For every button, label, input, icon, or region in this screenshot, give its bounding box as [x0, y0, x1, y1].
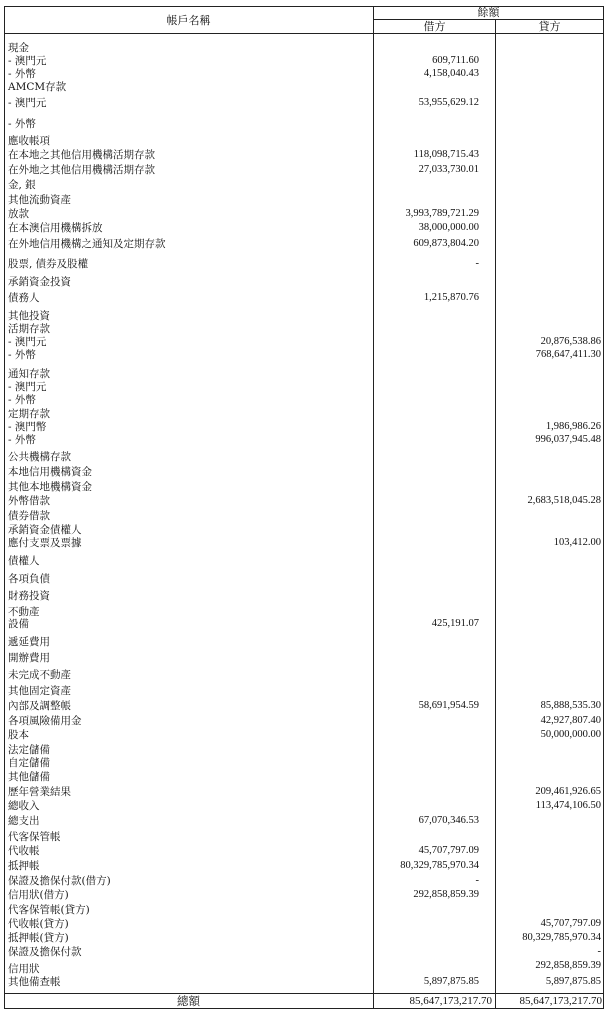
debit-value: 80,329,785,970.34 — [400, 860, 479, 871]
account-label: 通知存款 — [8, 368, 50, 380]
account-label: 抵押帳(貸方) — [8, 932, 69, 944]
rule-bottom — [4, 1008, 604, 1009]
account-label: 保證及擔保付款 — [8, 946, 82, 958]
account-label: 債務人 — [8, 292, 40, 304]
account-label: 股票, 債券及股權 — [8, 258, 89, 270]
account-label: 本地信用機構資金 — [8, 466, 92, 478]
account-label: 各項負債 — [8, 573, 50, 585]
account-label: - 外幣 — [8, 118, 36, 130]
account-label: 其他投資 — [8, 310, 50, 322]
account-label: 總收入 — [8, 800, 40, 812]
debit-value: - — [475, 875, 479, 886]
ledger-table — [4, 6, 604, 1009]
account-label: 公共機構存款 — [8, 451, 71, 463]
credit-value: 209,461,926.65 — [535, 786, 601, 797]
account-label: 未完成不動產 — [8, 669, 71, 681]
account-label: 信用狀 — [8, 963, 40, 975]
credit-value: 5,897,875.85 — [545, 976, 601, 987]
total-label: 總額 — [177, 994, 200, 1008]
debit-value: 67,070,346.53 — [418, 815, 479, 826]
account-label: 代收帳(貸方) — [8, 918, 69, 930]
account-label: - 外幣 — [8, 434, 36, 446]
total-credit: 85,647,173,217.70 — [519, 995, 602, 1007]
account-label: 承銷資金債權人 — [8, 524, 82, 536]
account-label: 各項風險備用金 — [8, 715, 82, 727]
debit-value: 425,191.07 — [431, 618, 479, 629]
rule-right — [603, 6, 604, 1009]
credit-value: 996,037,945.48 — [535, 434, 601, 445]
credit-value: 103,412.00 — [553, 537, 601, 548]
account-label: - 外幣 — [8, 394, 36, 406]
account-label: 在本地之其他信用機構活期存款 — [8, 149, 155, 161]
credit-value: 2,683,518,045.28 — [527, 495, 601, 506]
account-label: 不動產 — [8, 606, 40, 618]
rule-debit-col — [495, 19, 496, 1009]
credit-value: 1,986,986.26 — [545, 421, 601, 432]
credit-value: 768,647,411.30 — [535, 349, 601, 360]
account-label: - 外幣 — [8, 68, 36, 80]
account-label: - 澳門元 — [8, 97, 47, 109]
account-label: 代收帳 — [8, 845, 40, 857]
account-label: 法定儲備 — [8, 744, 50, 756]
account-label: 其他儲備 — [8, 771, 50, 783]
debit-value: - — [475, 258, 479, 269]
account-label: 其他本地機構資金 — [8, 481, 92, 493]
debit-value: 3,993,789,721.29 — [405, 208, 479, 219]
account-label: 其他流動資產 — [8, 194, 71, 206]
account-label: - 澳門元 — [8, 381, 47, 393]
rule-balance-split — [373, 19, 604, 20]
account-label: 保證及擔保付款(借方) — [8, 875, 111, 887]
credit-value: 20,876,538.86 — [540, 336, 601, 347]
debit-value: 45,707,797.09 — [418, 845, 479, 856]
debit-value: 1,215,870.76 — [423, 292, 479, 303]
debit-value: 53,955,629.12 — [418, 97, 479, 108]
balance-header: 餘額 — [477, 6, 500, 19]
account-label: 設備 — [8, 618, 29, 630]
account-label: 現金 — [8, 42, 29, 54]
account-name-header: 帳戶名稱 — [166, 14, 211, 27]
credit-value: 45,707,797.09 — [540, 918, 601, 929]
account-label: 內部及調整帳 — [8, 700, 71, 712]
account-label: 遞延費用 — [8, 636, 50, 648]
rule-header-bottom — [4, 33, 604, 34]
account-label: 放款 — [8, 208, 29, 220]
account-label: 應收帳項 — [8, 135, 50, 147]
credit-value: 292,858,859.39 — [535, 960, 601, 971]
credit-value: 80,329,785,970.34 — [522, 932, 601, 943]
account-label: 承銷資金投資 — [8, 276, 71, 288]
account-label: 歷年營業結果 — [8, 786, 71, 798]
debit-value: 609,873,804.20 — [413, 238, 479, 249]
credit-value: - — [597, 946, 601, 957]
account-label: - 澳門幣 — [8, 421, 47, 433]
account-label: 外幣借款 — [8, 495, 50, 507]
account-label: - 澳門元 — [8, 336, 47, 348]
debit-value: 58,691,954.59 — [418, 700, 479, 711]
credit-value: 85,888,535.30 — [540, 700, 601, 711]
account-label: 代客保管帳(貸方) — [8, 904, 90, 916]
total-debit: 85,647,173,217.70 — [409, 995, 492, 1007]
account-label: AMCM存款 — [8, 81, 67, 93]
debit-value: 292,858,859.39 — [413, 889, 479, 900]
account-label: 其他固定資產 — [8, 685, 71, 697]
account-label: 應付支票及票據 — [8, 537, 82, 549]
account-label: 在外地信用機構之通知及定期存款 — [8, 238, 166, 250]
debit-value: 118,098,715.43 — [413, 149, 479, 160]
account-label: - 澳門元 — [8, 55, 47, 67]
account-label: 金, 銀 — [8, 179, 36, 191]
account-label: 代客保管帳 — [8, 831, 61, 843]
account-label: 債券借款 — [8, 510, 50, 522]
account-label: 自定儲備 — [8, 757, 50, 769]
rule-name-col — [373, 6, 374, 1009]
debit-header: 借方 — [423, 20, 446, 33]
credit-header: 貸方 — [538, 20, 561, 33]
account-label: 其他備查帳 — [8, 976, 61, 988]
debit-value: 27,033,730.01 — [418, 164, 479, 175]
account-label: 開辦費用 — [8, 652, 50, 664]
account-label: 在本澳信用機構拆放 — [8, 222, 103, 234]
credit-value: 42,927,807.40 — [540, 715, 601, 726]
account-label: 總支出 — [8, 815, 40, 827]
account-label: - 外幣 — [8, 349, 36, 361]
account-label: 抵押帳 — [8, 860, 40, 872]
debit-value: 4,158,040.43 — [423, 68, 479, 79]
debit-value: 5,897,875.85 — [423, 976, 479, 987]
debit-value: 38,000,000.00 — [418, 222, 479, 233]
account-label: 在外地之其他信用機構活期存款 — [8, 164, 155, 176]
credit-value: 50,000,000.00 — [540, 729, 601, 740]
account-label: 財務投資 — [8, 590, 50, 602]
account-label: 債權人 — [8, 555, 40, 567]
account-label: 定期存款 — [8, 408, 50, 420]
account-label: 信用狀(借方) — [8, 889, 69, 901]
account-label: 股本 — [8, 729, 29, 741]
debit-value: 609,711.60 — [432, 55, 479, 66]
credit-value: 113,474,106.50 — [535, 800, 601, 811]
rule-left — [4, 6, 5, 1009]
account-label: 活期存款 — [8, 323, 50, 335]
